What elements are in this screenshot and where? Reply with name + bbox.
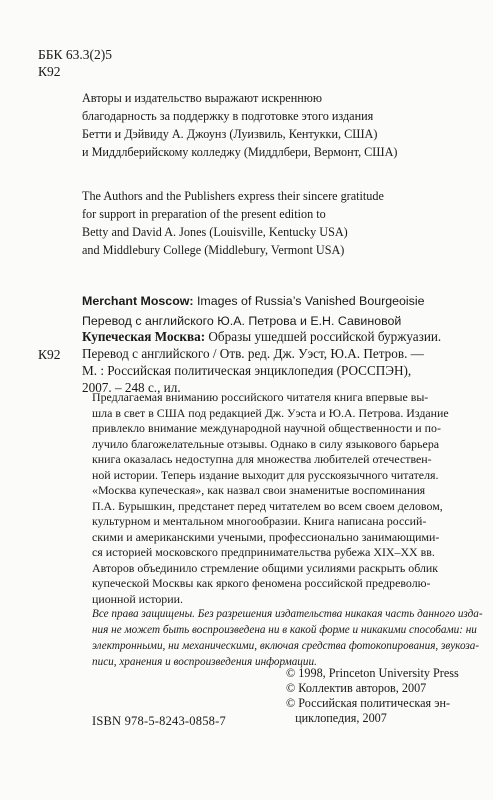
record-line: Перевод с английского / Отв. ред. Дж. Уэст, Ю.А. Петров. — — [82, 346, 424, 361]
original-title-block — [82, 291, 425, 331]
acknowledgement-ru — [82, 89, 397, 161]
ack-en-line: Betty and David A. Jones (Louisville, Kentucky USA) — [82, 225, 348, 239]
annotation-line: ся историей московского предпринимательства рубежа XIX–XX вв. — [92, 545, 435, 559]
original-title — [82, 291, 425, 311]
original-title-bold: Merchant Moscow: — [82, 294, 194, 308]
rights-notice — [92, 606, 483, 670]
ack-ru-line: Бетти и Дэйвиду А. Джоунз (Луизвиль, Кентукки, США) — [82, 127, 378, 141]
bbk-code: ББК 63.3(2)5 — [38, 47, 112, 62]
record-line — [82, 328, 441, 345]
record-line: М. : Российская политическая энциклопедия (РОССПЭН), — [82, 363, 412, 378]
ack-ru-line: благодарность за поддержку в подготовке этого издания — [82, 109, 374, 123]
annotation-line: ционной истории. — [92, 591, 183, 606]
copyright-line: © Коллектив авторов, 2007 — [286, 681, 427, 695]
ack-ru-line: Авторы и издательство выражают искреннюю — [82, 91, 322, 105]
annotation — [92, 390, 468, 607]
rights-line: писи, хранения и воспроизведения информации. — [92, 656, 317, 668]
translation-line: Перевод с английского Ю.А. Петрова и Е.Н. Савиновой — [82, 314, 402, 328]
bibliographic-record — [82, 328, 441, 396]
copyright-line: циклопедия, 2007 — [286, 711, 387, 725]
annotation-line: П.А. Бурышкин, предстанет перед читателем во всем своем деловом, — [92, 498, 443, 513]
bbk-block — [38, 46, 112, 80]
annotation-line: шла в свет в США под редакцией Дж. Уэста и Ю.А. Петрова. Издание — [92, 405, 449, 420]
copyright-line: © Российская политическая эн- — [286, 696, 451, 710]
ack-en-line: The Authors and the Publishers express their sincere gratitude — [82, 189, 384, 203]
author-mark: К92 — [38, 64, 61, 79]
annotation-line: ной истории. Теперь издание выходит для русскоязычного читателя. — [92, 467, 439, 482]
annotation-line: Предлагаемая вниманию российского читателя книга впервые вы- — [92, 390, 429, 404]
annotation-line: книга оказалась недоступна для множества любителей отечествен- — [92, 452, 432, 466]
ack-en-line: for support in preparation of the present edition to — [82, 207, 326, 221]
rights-line: электронными, ни механическими, включая средства фотокопирования, звукоза- — [92, 640, 480, 652]
original-title-rest: Images of Russia’s Vanished Bourgeoisie — [193, 294, 425, 308]
side-mark: К92 — [38, 347, 61, 362]
copyright-block — [286, 666, 459, 726]
acknowledgement-en — [82, 187, 384, 259]
annotation-line: лучило благожелательные отзывы. Однако в силу языкового барьера — [92, 436, 440, 451]
annotation-line: купеческой Москвы как яркого феномена российской предреволю- — [92, 576, 431, 590]
ack-ru-line: и Миддлберийскому колледжу (Миддлбери, Вермонт, США) — [82, 145, 398, 159]
annotation-line: культурном и ментальном многообразии. Книга написана россий- — [92, 514, 427, 528]
copyright-line: © 1998, Princeton University Press — [286, 666, 459, 680]
ack-en-line: and Middlebury College (Middlebury, Vermont USA) — [82, 243, 345, 257]
annotation-line: «Москва купеческая», как назвал свои знаменитые воспоминания — [92, 483, 426, 497]
rights-line: Все права защищены. Без разрешения издательства никакая часть данного изда- — [92, 608, 483, 620]
rights-line: ния не может быть воспроизведена ни в какой форме и никакими способами: ни — [92, 624, 477, 636]
annotation-line: Авторов объединило стремление общими усилиями раскрыть облик — [92, 560, 439, 575]
record-subtitle: Образы ушедшей российской буржуазии. — [205, 329, 442, 344]
isbn: ISBN 978-5-8243-0858-7 — [92, 714, 226, 728]
record-title: Купеческая Москва: — [82, 329, 206, 344]
annotation-line: привлекло внимание международной научной общественности и по- — [92, 421, 441, 435]
annotation-line: скими и американскими учеными, профессионально занимающими- — [92, 529, 440, 544]
record-line: 2007. – 248 с., ил. — [82, 380, 181, 395]
